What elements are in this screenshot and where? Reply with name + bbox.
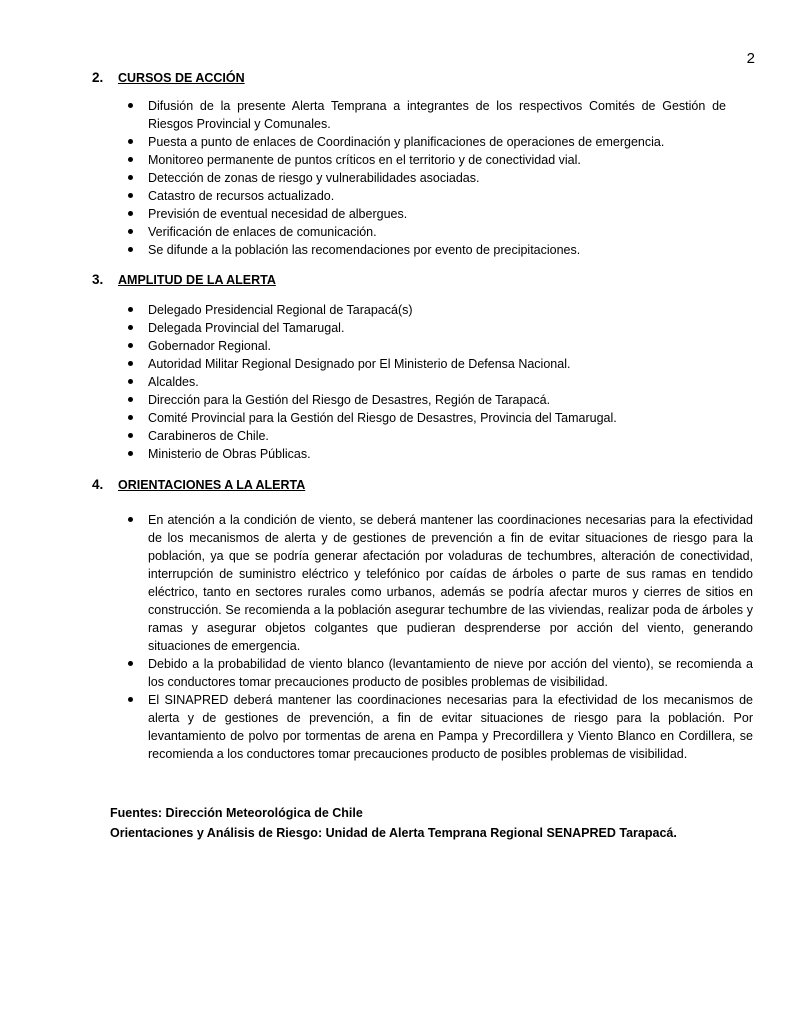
list-item: Difusión de la presente Alerta Temprana a integrantes de los respectivos Comités de Gestión de Riesgos Provincial y Comunales. <box>148 99 726 131</box>
page-number: 2 <box>746 50 755 67</box>
section-title: CURSOS DE ACCIÓN <box>118 71 245 85</box>
list-item: Dirección para la Gestión del Riesgo de Desastres, Región de Tarapacá. <box>148 391 748 409</box>
list-item: Carabineros de Chile. <box>148 427 748 445</box>
section-heading-amplitud-de-la-alerta <box>92 272 276 287</box>
list-item: Puesta a punto de enlaces de Coordinación y planificaciones de operaciones de emergencia. <box>148 133 748 151</box>
list-item: Delegado Presidencial Regional de Tarapacá(s) <box>148 301 748 319</box>
orientaciones-list <box>148 511 753 763</box>
risk-analysis-line: Orientaciones y Análisis de Riesgo: Unidad de Alerta Temprana Regional SENAPRED Tarapacá. <box>110 826 677 840</box>
list-item: El SINAPRED deberá mantener las coordinaciones necesarias para la efectividad de los mecanismos de alerta y de gestiones de prevención, a fin de evitar situaciones de riesgo para la población. Por levantamiento de polvo por tormentas de arena en Pampa y Precordillera y Viento Blanco en Cordillera, se recomienda a los conductores tomar precauciones producto de posibles problemas de visibilidad. <box>148 693 753 761</box>
list-item: Delegada Provincial del Tamarugal. <box>148 319 748 337</box>
section-title: ORIENTACIONES A LA ALERTA <box>118 478 306 492</box>
cursos-de-accion-list <box>148 97 748 259</box>
sources-block <box>110 803 677 843</box>
section-number: 4. <box>92 477 104 492</box>
list-item: En atención a la condición de viento, se deberá mantener las coordinaciones necesarias para la efectividad de los mecanismos de alerta y de gestiones de prevención a fin de evitar situaciones de riesgo para la población, ya que se podría generar afectación por voladuras de techumbres, alteración de conectividad, interrupción de suministro eléctrico y telefónico por caídas de árboles o parte de sus ramas en tendido eléctrico, tanto en sectores rurales como urbanos, además se podría afectar muros y cierres de sitios en construcción. Se recomienda a la población asegurar techumbre de las viviendas, realizar poda de árboles y ramas y asegurar objetos colgantes que pudieran desprenderse por acción del viento, generando situaciones de emergencia. <box>148 513 753 653</box>
list-item: Ministerio de Obras Públicas. <box>148 445 748 463</box>
list-item: Gobernador Regional. <box>148 337 748 355</box>
list-item: Autoridad Militar Regional Designado por El Ministerio de Defensa Nacional. <box>148 355 748 373</box>
list-item: Verificación de enlaces de comunicación. <box>148 223 748 241</box>
list-item: Catastro de recursos actualizado. <box>148 187 748 205</box>
amplitud-de-la-alerta-list <box>148 301 748 463</box>
section-number: 3. <box>92 272 104 287</box>
list-item: Detección de zonas de riesgo y vulnerabilidades asociadas. <box>148 169 748 187</box>
section-heading-cursos-de-accion <box>92 70 245 85</box>
list-item: Debido a la probabilidad de viento blanco (levantamiento de nieve por acción del viento), se recomienda a los conductores tomar precauciones producto de posibles problemas de visibilidad. <box>148 657 753 689</box>
sources-line: Fuentes: Dirección Meteorológica de Chile <box>110 806 363 820</box>
section-number: 2. <box>92 70 104 85</box>
section-heading-orientaciones-a-la-alerta <box>92 477 305 492</box>
list-item: Alcaldes. <box>148 373 748 391</box>
list-item: Se difunde a la población las recomendaciones por evento de precipitaciones. <box>148 241 748 259</box>
list-item: Previsión de eventual necesidad de albergues. <box>148 205 748 223</box>
list-item: Comité Provincial para la Gestión del Riesgo de Desastres, Provincia del Tamarugal. <box>148 409 748 427</box>
list-item: Monitoreo permanente de puntos críticos en el territorio y de conectividad vial. <box>148 151 748 169</box>
section-title: AMPLITUD DE LA ALERTA <box>118 273 276 287</box>
